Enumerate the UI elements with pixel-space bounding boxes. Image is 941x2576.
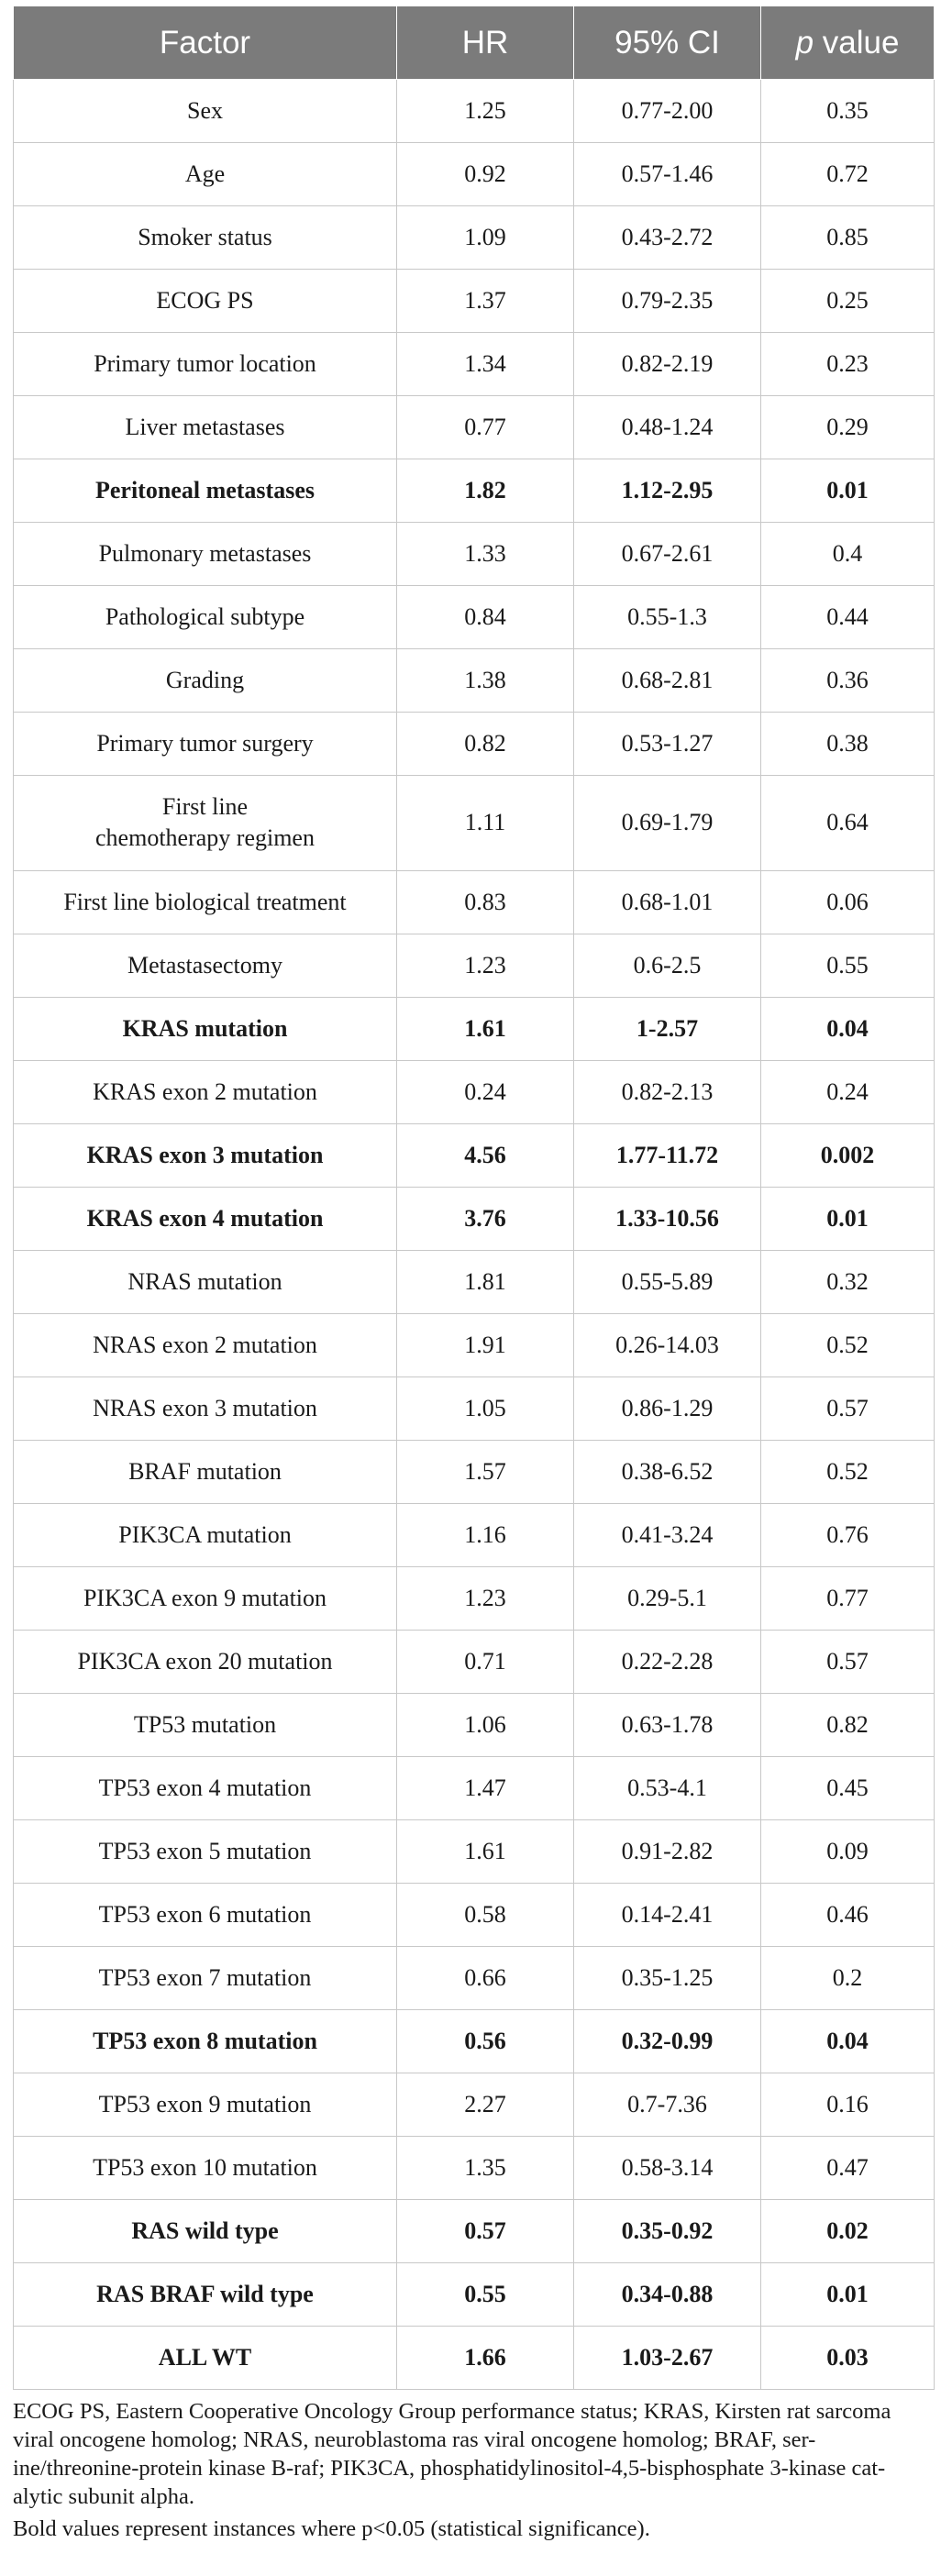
table-row [14,1819,935,1883]
p-cell: 0.32 [761,1250,935,1313]
factor-cell: Grading [14,649,397,713]
factor-cell [14,776,397,871]
p-cell: 0.04 [761,2009,935,2073]
hr-cell: 0.58 [397,1883,574,1946]
ci-cell: 0.63-1.78 [574,1693,761,1756]
ci-cell: 0.77-2.00 [574,80,761,143]
ci-cell: 0.29-5.1 [574,1566,761,1630]
hr-cell: 0.83 [397,870,574,934]
hr-cell: 1.23 [397,1566,574,1630]
table-row [14,1630,935,1693]
table-row [14,934,935,997]
table-row [14,1503,935,1566]
ci-cell: 0.67-2.61 [574,523,761,586]
hr-cell: 0.24 [397,1060,574,1123]
table-row-significant [14,2200,935,2263]
hr-cell: 1.57 [397,1440,574,1503]
table-row [14,1883,935,1946]
ci-cell: 1.12-2.95 [574,459,761,523]
hr-cell: 1.35 [397,2136,574,2199]
factor-cell: TP53 exon 6 mutation [14,1883,397,1946]
table-row [14,1060,935,1123]
factor-cell: RAS wild type [14,2200,397,2263]
ci-cell: 0.7-7.36 [574,2073,761,2136]
table-row [14,1313,935,1376]
ci-cell: 0.58-3.14 [574,2136,761,2199]
table-header [14,6,935,80]
p-cell: 0.06 [761,870,935,934]
table-row-significant [14,2263,935,2327]
factor-cell: Primary tumor location [14,333,397,396]
ci-cell: 0.55-1.3 [574,586,761,649]
factor-cell: NRAS exon 3 mutation [14,1376,397,1440]
p-cell: 0.45 [761,1756,935,1819]
hr-cell: 0.92 [397,143,574,206]
table-row [14,586,935,649]
table-row [14,1693,935,1756]
hr-cell: 0.82 [397,713,574,776]
ci-cell: 0.35-0.92 [574,2200,761,2263]
hr-cell: 1.06 [397,1693,574,1756]
factor-line-1: First line [161,793,249,821]
p-cell: 0.82 [761,1693,935,1756]
table-row-significant [14,2009,935,2073]
table-row [14,649,935,713]
ci-cell: 1.03-2.67 [574,2327,761,2390]
hr-cell: 1.91 [397,1313,574,1376]
ci-cell: 0.48-1.24 [574,396,761,459]
hr-cell: 1.16 [397,1503,574,1566]
ci-cell: 0.32-0.99 [574,2009,761,2073]
factor-cell: NRAS mutation [14,1250,397,1313]
ci-cell: 0.82-2.19 [574,333,761,396]
p-cell: 0.01 [761,459,935,523]
hr-cell: 1.61 [397,1819,574,1883]
hr-cell: 1.66 [397,2327,574,2390]
hr-cell: 2.27 [397,2073,574,2136]
table-row [14,143,935,206]
p-cell: 0.77 [761,1566,935,1630]
hr-cell: 0.55 [397,2263,574,2327]
results-table [13,6,935,2390]
p-cell: 0.85 [761,206,935,270]
ci-cell: 0.53-1.27 [574,713,761,776]
ci-cell: 0.41-3.24 [574,1503,761,1566]
ci-cell: 0.53-4.1 [574,1756,761,1819]
table-row-significant [14,459,935,523]
p-cell: 0.57 [761,1376,935,1440]
ci-cell: 0.91-2.82 [574,1819,761,1883]
factor-cell: KRAS exon 2 mutation [14,1060,397,1123]
hr-cell: 1.47 [397,1756,574,1819]
ci-cell: 0.57-1.46 [574,143,761,206]
factor-cell: KRAS exon 4 mutation [14,1187,397,1250]
factor-line-2: chemotherapy regimen [95,824,315,852]
table-footnote [13,2397,930,2547]
header-p-italic: p [795,24,814,61]
ci-cell: 0.55-5.89 [574,1250,761,1313]
table-row [14,1566,935,1630]
results-table-container [13,6,934,2390]
p-cell: 0.03 [761,2327,935,2390]
p-cell: 0.76 [761,1503,935,1566]
p-cell: 0.44 [761,586,935,649]
factor-cell: BRAF mutation [14,1440,397,1503]
table-row [14,1250,935,1313]
table-body [14,80,935,2390]
factor-cell: Pathological subtype [14,586,397,649]
table-row [14,1756,935,1819]
p-cell: 0.72 [761,143,935,206]
p-cell: 0.09 [761,1819,935,1883]
factor-cell: Peritoneal metastases [14,459,397,523]
p-cell: 0.52 [761,1440,935,1503]
hr-cell: 1.11 [397,776,574,871]
ci-cell: 0.6-2.5 [574,934,761,997]
table-row [14,1376,935,1440]
factor-cell: ECOG PS [14,270,397,333]
table-row [14,1440,935,1503]
hr-cell: 1.09 [397,206,574,270]
factor-cell: RAS BRAF wild type [14,2263,397,2327]
table-row [14,2073,935,2136]
hr-cell: 1.38 [397,649,574,713]
p-cell: 0.16 [761,2073,935,2136]
factor-cell: Liver metastases [14,396,397,459]
p-cell: 0.04 [761,997,935,1060]
header-p-value [761,6,935,80]
p-cell: 0.01 [761,1187,935,1250]
ci-cell: 0.69-1.79 [574,776,761,871]
ci-cell: 0.22-2.28 [574,1630,761,1693]
hr-cell: 0.84 [397,586,574,649]
table-row [14,396,935,459]
factor-cell: Sex [14,80,397,143]
hr-cell: 1.23 [397,934,574,997]
header-p-rest: value [814,24,900,61]
factor-cell: PIK3CA exon 20 mutation [14,1630,397,1693]
table-row [14,270,935,333]
table-row [14,1946,935,2009]
hr-cell: 4.56 [397,1123,574,1187]
p-cell: 0.25 [761,270,935,333]
factor-cell: First line biological treatment [14,870,397,934]
ci-cell: 1.77-11.72 [574,1123,761,1187]
table-row-significant [14,2327,935,2390]
factor-cell: Metastasectomy [14,934,397,997]
hr-cell: 1.25 [397,80,574,143]
factor-cell: KRAS mutation [14,997,397,1060]
p-cell: 0.2 [761,1946,935,2009]
factor-cell: Smoker status [14,206,397,270]
factor-cell: Pulmonary metastases [14,523,397,586]
ci-cell: 0.14-2.41 [574,1883,761,1946]
table-row-significant [14,997,935,1060]
p-cell: 0.35 [761,80,935,143]
ci-cell: 0.79-2.35 [574,270,761,333]
ci-cell: 0.43-2.72 [574,206,761,270]
hr-cell: 1.82 [397,459,574,523]
factor-cell: TP53 exon 8 mutation [14,2009,397,2073]
p-cell: 0.36 [761,649,935,713]
p-cell: 0.29 [761,396,935,459]
hr-cell: 1.05 [397,1376,574,1440]
table-row [14,870,935,934]
ci-cell: 1-2.57 [574,997,761,1060]
factor-cell: Primary tumor surgery [14,713,397,776]
p-cell: 0.02 [761,2200,935,2263]
factor-cell: ALL WT [14,2327,397,2390]
ci-cell: 0.68-1.01 [574,870,761,934]
table-row [14,2136,935,2199]
factor-cell: TP53 exon 10 mutation [14,2136,397,2199]
table-row-significant [14,1123,935,1187]
ci-cell: 0.26-14.03 [574,1313,761,1376]
p-cell: 0.23 [761,333,935,396]
header-hr: HR [397,6,574,80]
table-row [14,523,935,586]
header-row [14,6,935,80]
table-row [14,206,935,270]
ci-cell: 0.35-1.25 [574,1946,761,2009]
ci-cell: 0.82-2.13 [574,1060,761,1123]
hr-cell: 0.57 [397,2200,574,2263]
p-cell: 0.47 [761,2136,935,2199]
p-cell: 0.38 [761,713,935,776]
p-cell: 0.57 [761,1630,935,1693]
ci-cell: 0.38-6.52 [574,1440,761,1503]
factor-cell: KRAS exon 3 mutation [14,1123,397,1187]
ci-cell: 1.33-10.56 [574,1187,761,1250]
bold-values-note: Bold values represent instances where p<0.05 (statistical significance). [13,2516,650,2541]
p-cell: 0.24 [761,1060,935,1123]
header-ci: 95% CI [574,6,761,80]
factor-cell: TP53 exon 5 mutation [14,1819,397,1883]
p-cell: 0.55 [761,934,935,997]
p-cell: 0.64 [761,776,935,871]
table-row-significant [14,1187,935,1250]
hr-cell: 3.76 [397,1187,574,1250]
factor-cell: Age [14,143,397,206]
hr-cell: 1.81 [397,1250,574,1313]
p-cell: 0.01 [761,2263,935,2327]
header-factor: Factor [14,6,397,80]
factor-cell: PIK3CA exon 9 mutation [14,1566,397,1630]
table-row [14,80,935,143]
ci-cell: 0.34-0.88 [574,2263,761,2327]
p-cell: 0.46 [761,1883,935,1946]
hr-cell: 1.37 [397,270,574,333]
ci-cell: 0.68-2.81 [574,649,761,713]
table-row [14,333,935,396]
hr-cell: 1.34 [397,333,574,396]
factor-cell: TP53 exon 7 mutation [14,1946,397,2009]
ci-cell: 0.86-1.29 [574,1376,761,1440]
p-cell: 0.52 [761,1313,935,1376]
table-row [14,776,935,871]
hr-cell: 0.56 [397,2009,574,2073]
factor-cell: NRAS exon 2 mutation [14,1313,397,1376]
p-cell: 0.002 [761,1123,935,1187]
factor-cell: TP53 exon 4 mutation [14,1756,397,1819]
p-cell: 0.4 [761,523,935,586]
hr-cell: 0.77 [397,396,574,459]
factor-cell: TP53 mutation [14,1693,397,1756]
factor-cell: PIK3CA mutation [14,1503,397,1566]
table-row [14,713,935,776]
hr-cell: 0.66 [397,1946,574,2009]
hr-cell: 1.61 [397,997,574,1060]
hr-cell: 1.33 [397,523,574,586]
hr-cell: 0.71 [397,1630,574,1693]
factor-cell: TP53 exon 9 mutation [14,2073,397,2136]
abbreviations-note: ECOG PS, Eastern Cooperative Oncology Group performance status; KRAS, Kirsten rat sarcoma viral oncogene homolog; NRAS, neuroblastoma ras viral oncogene homolog; BRAF, ser-ine/threonine-protein kinase B-raf; PIK3CA, phosphatidylinositol-4,5-bisphosphate 3-kinase cat-alytic subunit alpha. [13,2399,891,2509]
